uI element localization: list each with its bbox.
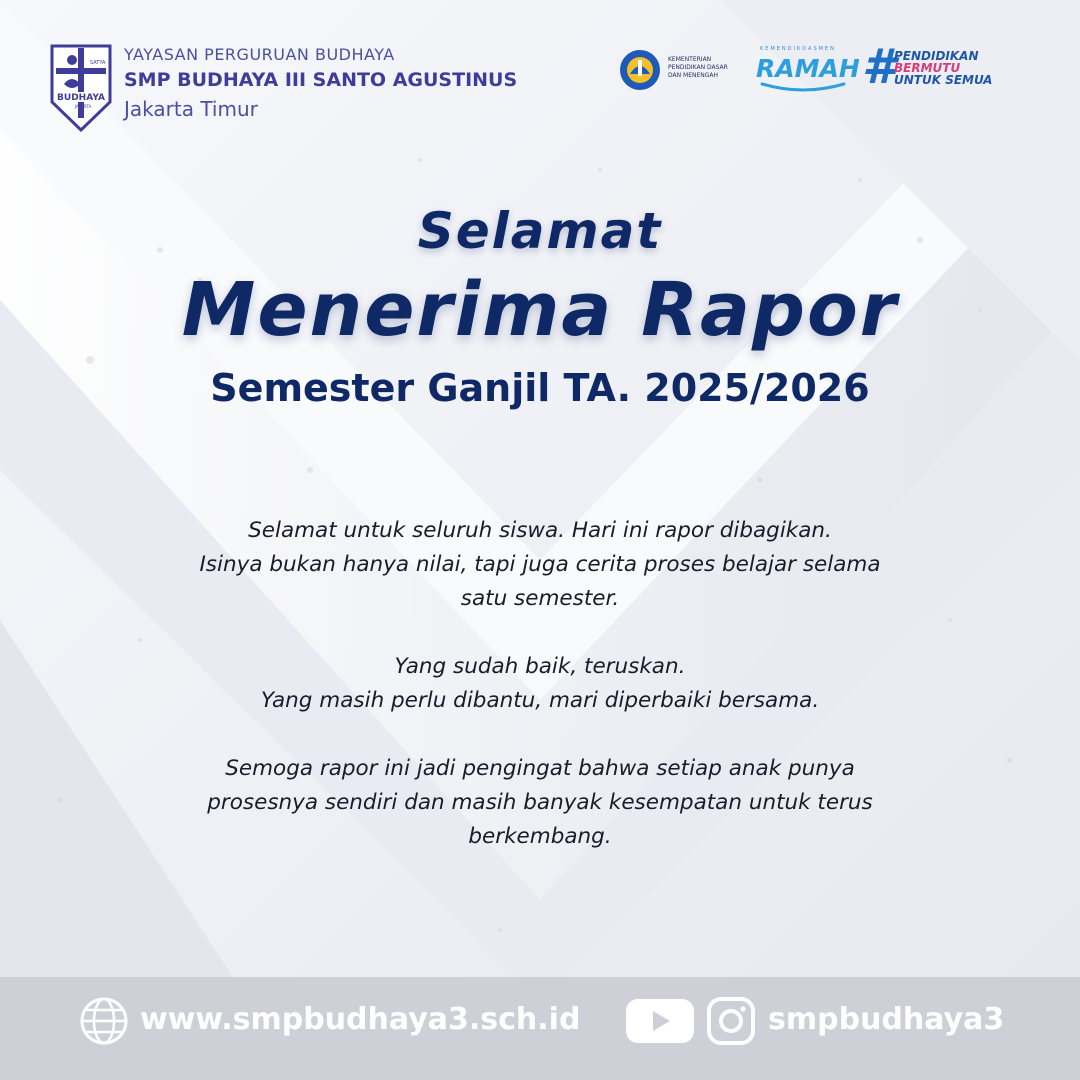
hashtag-text: PENDIDIKAN BERMUTU UNTUK SEMUA — [894, 49, 993, 87]
youtube-icon[interactable] — [624, 995, 696, 1047]
crest-place: JAKARTA — [74, 104, 92, 109]
title-subtitle: Semester Ganjil TA. 2025/2026 — [210, 366, 870, 410]
school-name: SMP BUDHAYA III SANTO AGUSTINUS — [124, 69, 518, 91]
ramah-word: RAMAH — [756, 54, 860, 83]
hashtag-icon: # — [862, 39, 896, 95]
message-line: berkembang. — [468, 824, 612, 849]
partner-logos — [618, 39, 1018, 100]
footer-bar — [0, 977, 1080, 1080]
ministry-name: KEMENTERIAN PENDIDIKAN DASAR DAN MENENGAH — [668, 56, 728, 79]
message-paragraph — [110, 650, 970, 718]
message-line: Selamat untuk seluruh siswa. Hari ini rapor dibagikan. — [248, 518, 832, 543]
message-line: Semoga rapor ini jadi pengingat bahwa setiap anak punya — [225, 756, 855, 781]
title-block — [0, 196, 1080, 412]
school-identity — [124, 44, 594, 124]
crest-motto: SATYA — [90, 60, 106, 66]
message-line: Isinya bukan hanya nilai, tapi juga cerita proses belajar selama — [199, 552, 881, 577]
message-line: satu semester. — [460, 586, 620, 611]
message-line: Yang masih perlu dibantu, mari diperbaiki bersama. — [260, 688, 820, 713]
message-body — [110, 514, 970, 888]
school-city: Jakarta Timur — [124, 97, 258, 121]
message-line: prosesnya sendiri dan masih banyak kesempatan untuk terus — [207, 790, 873, 815]
header — [0, 0, 1080, 140]
instagram-icon[interactable] — [706, 995, 756, 1047]
ramah-caption: KEMENDIKDASMEN — [760, 46, 836, 52]
ramah-swoosh-icon — [758, 80, 848, 94]
crest-word: BUDHAYA — [57, 93, 105, 103]
tut-wuri-handayani-icon — [618, 48, 662, 92]
message-line: Yang sudah baik, teruskan. — [394, 654, 686, 679]
message-paragraph — [110, 514, 970, 616]
ramah-logo — [756, 44, 860, 96]
school-crest-icon — [50, 44, 112, 132]
social-handle[interactable]: smpbudhaya3 — [768, 1002, 1005, 1037]
globe-icon — [78, 995, 130, 1047]
message-paragraph — [110, 752, 970, 854]
hashtag-logo — [862, 39, 1012, 96]
title-greeting: Selamat — [417, 202, 663, 260]
title-main: Menerima Rapor — [181, 267, 899, 353]
website-link[interactable]: www.smpbudhaya3.sch.id — [140, 1002, 581, 1037]
foundation-name: YAYASAN PERGURUAN BUDHAYA — [124, 45, 395, 64]
ministry-logo — [618, 48, 753, 94]
